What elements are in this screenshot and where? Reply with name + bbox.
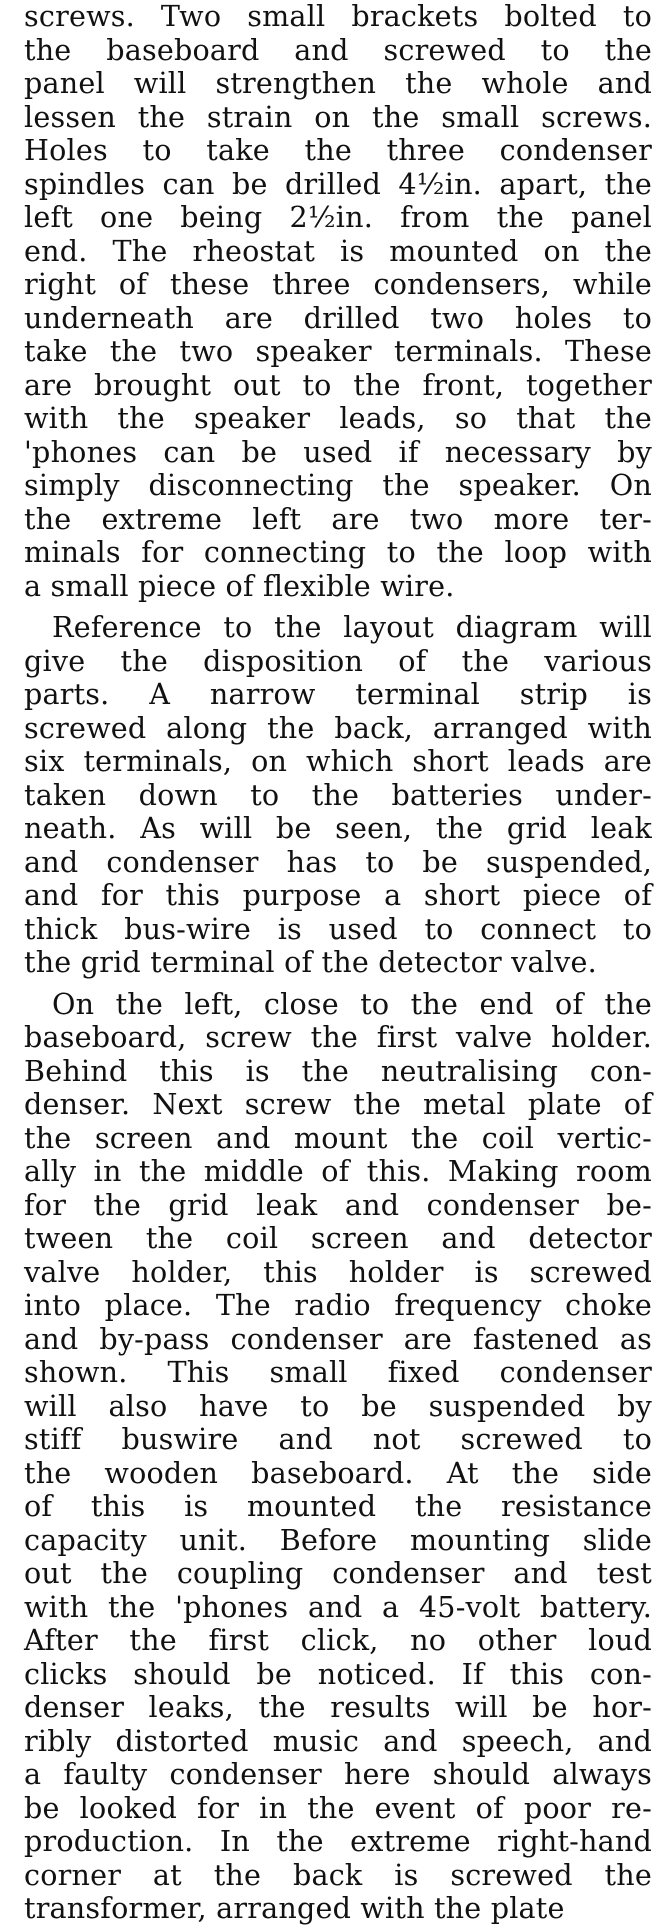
text-line: for the grid leak and condenser be-: [24, 1187, 652, 1222]
article-text-column: [24, 0, 652, 1926]
text-line: corner at the back is screwed the: [24, 1857, 652, 1892]
text-line: and condenser has to be suspended,: [24, 844, 652, 879]
text-line: of this is mounted the resistance: [24, 1489, 652, 1523]
text-line: will also have to be suspended by: [24, 1388, 652, 1423]
text-line: and for this purpose a short piece of: [24, 878, 652, 912]
text-line: transformer, arranged with the plate: [24, 1891, 565, 1925]
text-line: left one being 2½in. from the panel: [24, 200, 652, 234]
text-line: a small piece of flexible wire.: [24, 568, 455, 603]
text-line: production. In the extreme right-hand: [24, 1824, 652, 1858]
text-line: lessen the strain on the small screws.: [24, 99, 652, 134]
text-line: the grid terminal of the detector valve.: [24, 945, 597, 979]
text-line: end. The rheostat is mounted on the: [24, 233, 652, 268]
text-line: spindles can be drilled 4½in. apart, the: [24, 166, 652, 201]
text-line: underneath are drilled two holes to: [24, 300, 652, 335]
text-line: right of these three condensers, while: [24, 267, 652, 301]
text-line: six terminals, on which short leads are: [24, 744, 652, 778]
text-line: with the 'phones and a 45-volt battery.: [24, 1589, 652, 1624]
text-line: a faulty condenser here should always: [24, 1757, 652, 1791]
text-line: give the disposition of the various: [24, 643, 652, 678]
text-line: are brought out to the front, together: [24, 367, 652, 402]
text-line: clicks should be noticed. If this con-: [24, 1656, 652, 1691]
text-line: baseboard, screw the first valve holder.: [24, 1020, 652, 1054]
text-line: parts. A narrow terminal strip is: [24, 677, 652, 711]
text-line: the baseboard and screwed to the: [24, 32, 652, 67]
text-line: screws. Two small brackets bolted to: [24, 0, 652, 33]
text-line: Holes to take the three condenser: [24, 133, 652, 167]
text-line: the extreme left are two more ter-: [24, 501, 652, 536]
text-line: ally in the middle of this. Making room: [24, 1154, 652, 1188]
text-line: ribly distorted music and speech, and: [24, 1723, 652, 1758]
text-line: with the speaker leads, so that the: [24, 401, 652, 435]
text-line: capacity unit. Before mounting slide: [24, 1522, 652, 1557]
text-line: and by-pass condenser are fastened as: [24, 1321, 652, 1356]
paragraph-3: [24, 988, 652, 1926]
text-line: valve holder, this holder is screwed: [24, 1254, 652, 1289]
text-line: stiff buswire and not screwed to: [24, 1422, 652, 1456]
text-line: thick bus-wire is used to connect to: [24, 911, 652, 946]
text-line: out the coupling condenser and test: [24, 1556, 652, 1590]
text-line: After the first click, no other loud: [24, 1623, 652, 1657]
text-line: the wooden baseboard. At the side: [24, 1455, 652, 1490]
text-line: On the left, close to the end of the: [52, 986, 652, 1021]
text-line: denser. Next screw the metal plate of: [24, 1087, 652, 1121]
text-line: be looked for in the event of poor re-: [24, 1790, 652, 1825]
text-line: the screen and mount the coil vertic-: [24, 1120, 652, 1155]
paragraph-2: [24, 611, 652, 980]
text-line: minals for connecting to the loop with: [24, 535, 652, 569]
paragraph-1: [24, 0, 652, 603]
text-line: simply disconnecting the speaker. On: [24, 468, 652, 502]
text-line: denser leaks, the results will be hor-: [24, 1690, 652, 1724]
text-line: Behind this is the neutralising con-: [24, 1053, 652, 1088]
text-line: into place. The radio frequency choke: [24, 1288, 652, 1322]
text-line: panel will strengthen the whole and: [24, 66, 652, 100]
text-line: 'phones can be used if necessary by: [24, 434, 652, 469]
text-line: shown. This small fixed condenser: [24, 1355, 652, 1389]
text-line: taken down to the batteries under-: [24, 777, 652, 812]
text-line: screwed along the back, arranged with: [24, 710, 652, 745]
text-line: tween the coil screen and detector: [24, 1221, 652, 1255]
text-line: neath. As will be seen, the grid leak: [24, 811, 652, 845]
text-line: take the two speaker terminals. These: [24, 334, 652, 368]
text-line: Reference to the layout diagram will: [52, 610, 652, 644]
